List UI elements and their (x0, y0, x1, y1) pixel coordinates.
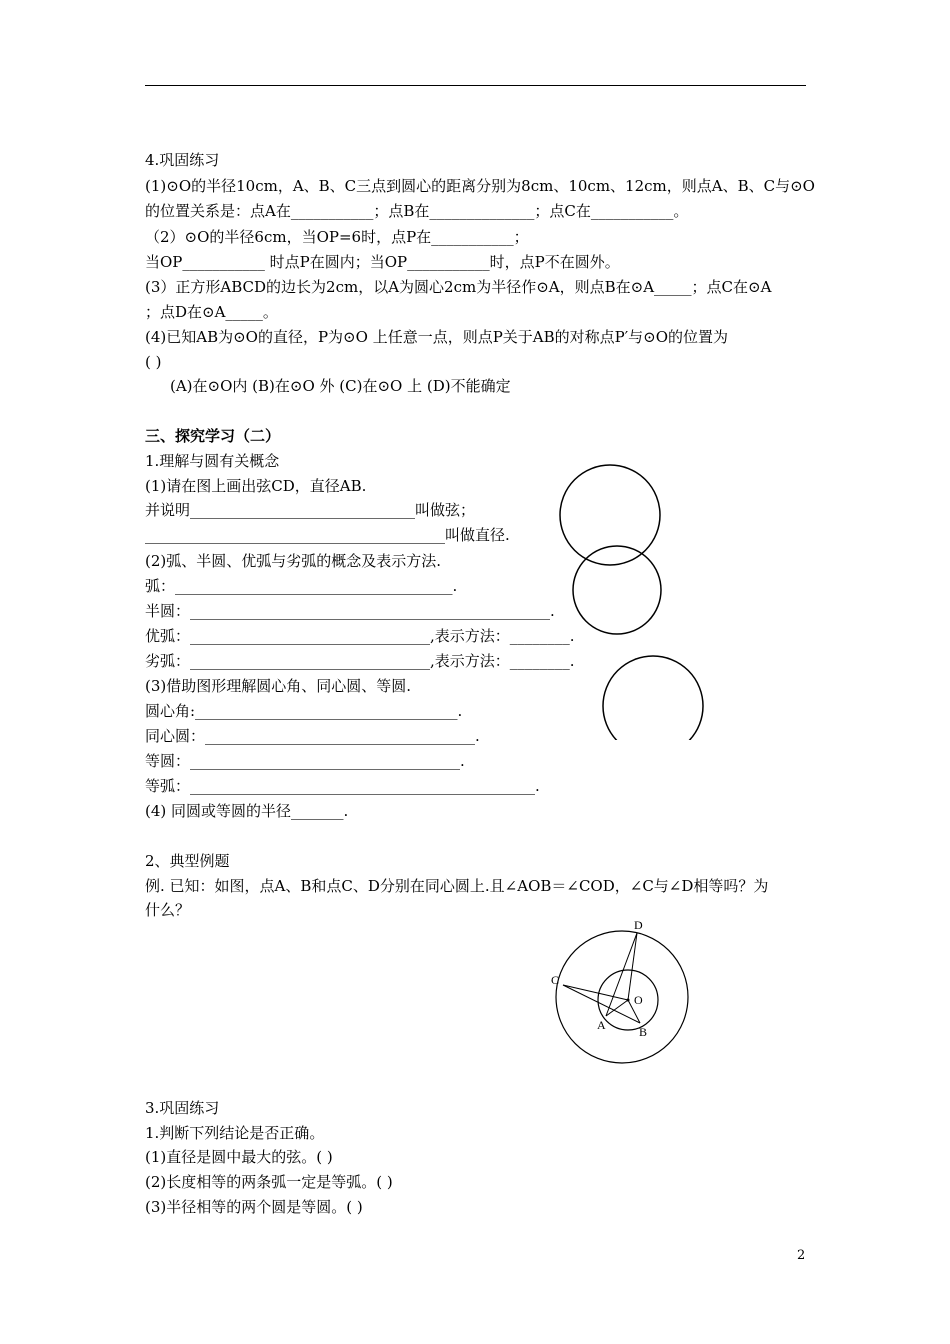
text-line: 例. 已知：如图，点A、B和点C、D分别在同心圆上.且∠AOB＝∠COD，∠C与∠D相等吗？为 (145, 877, 769, 895)
label-d: D (634, 918, 643, 932)
options-line: (A)在⊙O内 (B)在⊙O 外 (C)在⊙O 上 (D)不能确定 (170, 377, 511, 395)
text-line: (2)弧、半圆、优弧与劣弧的概念及表示方法. (145, 552, 442, 570)
text-line: (4)已知AB为⊙O的直径，P为⊙O 上任意一点，则点P关于AB的对称点P′与⊙O的位置为 (145, 328, 729, 346)
header-rule (145, 85, 806, 86)
blank-circles-figure (550, 460, 720, 740)
label-o: O (634, 993, 643, 1007)
circle-2 (573, 546, 661, 634)
segment-da (606, 933, 637, 1016)
text-line: ________________________________________叫做直径. (145, 526, 510, 544)
text-line: 1.理解与圆有关概念 (145, 452, 280, 470)
text-line: 劣弧：________________________________,表示方法：________. (145, 652, 575, 670)
text-line: 2、典型例题 (145, 852, 230, 870)
text-line: ( ) (145, 353, 162, 371)
section-heading: 三、探究学习（二） (145, 427, 281, 445)
concentric-circles-figure (540, 915, 710, 1070)
text-line: 3.巩固练习 (145, 1099, 220, 1117)
label-a: A (597, 1018, 606, 1032)
circle-3 (603, 656, 703, 740)
text-line: 1.判断下列结论是否正确。 (145, 1124, 325, 1142)
text-line: 什么？ (145, 901, 191, 919)
text-line: (2)长度相等的两条弧一定是等弧。( ) (145, 1173, 393, 1191)
text-line: (3)半径相等的两个圆是等圆。( ) (145, 1198, 363, 1216)
text-line: (4) 同圆或等圆的半径_______. (145, 802, 349, 820)
circle-1 (560, 465, 660, 565)
text-line: ；点D在⊙A_____。 (145, 303, 278, 321)
center-dot (627, 999, 630, 1002)
text-line: 的位置关系是：点A在___________；点B在______________；点C在___________。 (145, 202, 689, 220)
text-line: (3）正方形ABCD的边长为2cm，以A为圆心2cm为半径作⊙A，则点B在⊙A_____；点C在⊙A (145, 278, 772, 296)
text-line: (1)⊙O的半径10cm，A、B、C三点到圆心的距离分别为8cm、10cm、12cm，则点A、B、C与⊙O (145, 177, 815, 195)
text-line: （2）⊙O的半径6cm，当OP=6时，点P在___________； (145, 228, 529, 246)
text-line: 等圆：____________________________________. (145, 752, 465, 770)
text-line: 当OP___________ 时点P在圆内；当OP___________时，点P不在圆外。 (145, 253, 620, 271)
text-line: 优弧：________________________________,表示方法：________. (145, 627, 575, 645)
text-line: (1)直径是圆中最大的弦。( ) (145, 1148, 333, 1166)
page-number: 2 (797, 1248, 806, 1263)
label-c: C (551, 973, 560, 987)
text-line: 并说明______________________________叫做弦； (145, 501, 476, 519)
segment-od (628, 933, 637, 1000)
label-b: B (639, 1025, 648, 1039)
text-line: 弧：_____________________________________. (145, 577, 458, 595)
text-line: 圆心角:___________________________________. (145, 702, 463, 720)
segment-oc (563, 985, 628, 1000)
text-line: 4.巩固练习 (145, 151, 220, 169)
outer-circle (556, 931, 688, 1063)
text-line: 半圆：________________________________________________. (145, 602, 555, 620)
text-line: (3)借助图形理解圆心角、同心圆、等圆. (145, 677, 412, 695)
text-line: 等弧：______________________________________________. (145, 777, 540, 795)
text-line: 同心圆：____________________________________. (145, 727, 480, 745)
text-line: (1)请在图上画出弦CD，直径AB. (145, 477, 367, 495)
